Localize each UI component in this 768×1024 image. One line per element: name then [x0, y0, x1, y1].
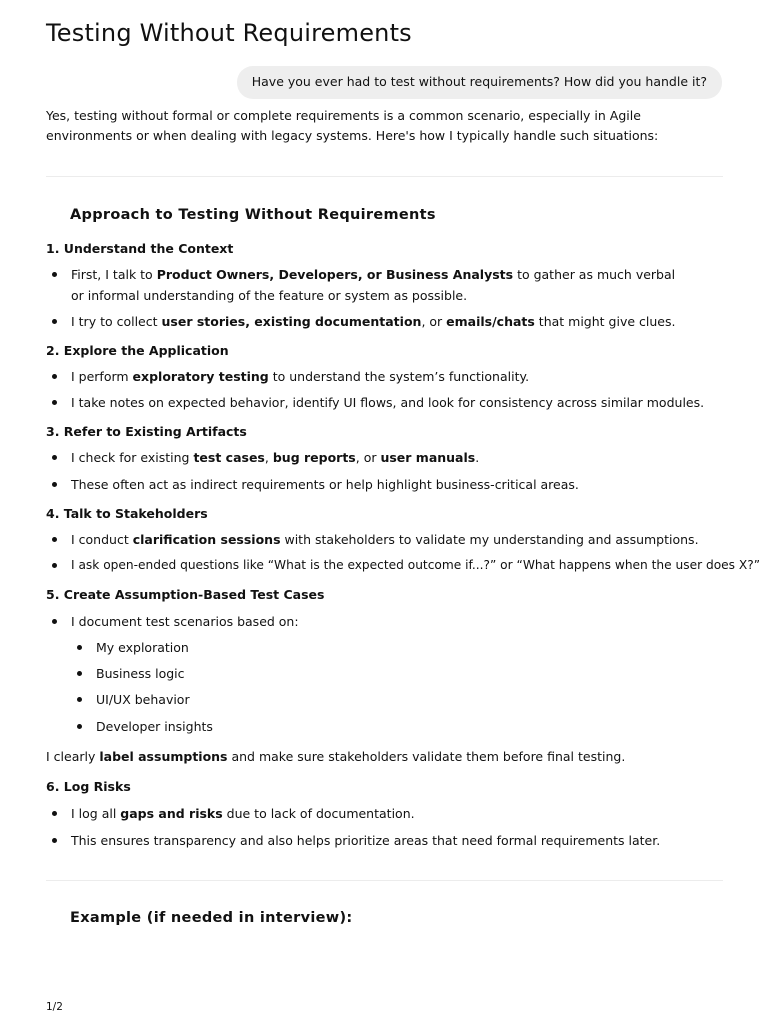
example-heading: Example (if needed in interview):	[70, 910, 353, 926]
step-heading: 2. Explore the Application	[46, 343, 229, 358]
sub-list-item: Developer insights	[96, 716, 213, 737]
sub-list-item: My exploration	[96, 637, 189, 658]
step-heading: 4. Talk to Stakeholders	[46, 506, 208, 521]
list-item: I conduct clarification sessions with stakeholders to validate my understanding and assumptions.	[71, 529, 699, 550]
list-item: I ask open-ended questions like “What is the expected outcome if...?” or “What happens when the user does X?”	[71, 555, 760, 576]
divider	[46, 176, 723, 177]
step-heading: 5. Create Assumption-Based Test Cases	[46, 587, 325, 602]
divider	[46, 880, 723, 881]
list-item: First, I talk to Product Owners, Developers, or Business Analysts to gather as much verbal or informal understanding of the feature or system as possible.	[71, 264, 691, 306]
list-item: I document test scenarios based on:	[71, 611, 299, 632]
intro-paragraph: Yes, testing without formal or complete requirements is a common scenario, especially in Agile environments or when dealing with legacy systems. Here's how I typically handle such situations:	[46, 108, 659, 143]
assumption-note: I clearly label assumptions and make sure stakeholders validate them before final testing.	[46, 749, 626, 764]
list-item: I log all gaps and risks due to lack of documentation.	[71, 803, 415, 824]
list-item: These often act as indirect requirements or help highlight business-critical areas.	[71, 474, 579, 495]
step-heading: 3. Refer to Existing Artifacts	[46, 424, 247, 439]
sub-list-item: UI/UX behavior	[96, 689, 190, 710]
user-message-bubble: Have you ever had to test without requirements? How did you handle it?	[237, 66, 722, 99]
list-item: This ensures transparency and also helps prioritize areas that need formal requirements later.	[71, 830, 660, 851]
step-heading: 1. Understand the Context	[46, 241, 234, 256]
list-item: I try to collect user stories, existing documentation, or emails/chats that might give clues.	[71, 311, 675, 332]
page-number: 1/2	[46, 1001, 63, 1013]
sub-list-item: Business logic	[96, 663, 185, 684]
list-item: I perform exploratory testing to understand the system’s functionality.	[71, 366, 529, 387]
list-item: I take notes on expected behavior, identify UI flows, and look for consistency across similar modules.	[71, 392, 704, 413]
list-item: I check for existing test cases, bug reports, or user manuals.	[71, 447, 479, 468]
section-heading: Approach to Testing Without Requirements	[70, 207, 436, 223]
page-title: Testing Without Requirements	[46, 19, 412, 47]
step-heading: 6. Log Risks	[46, 779, 131, 794]
